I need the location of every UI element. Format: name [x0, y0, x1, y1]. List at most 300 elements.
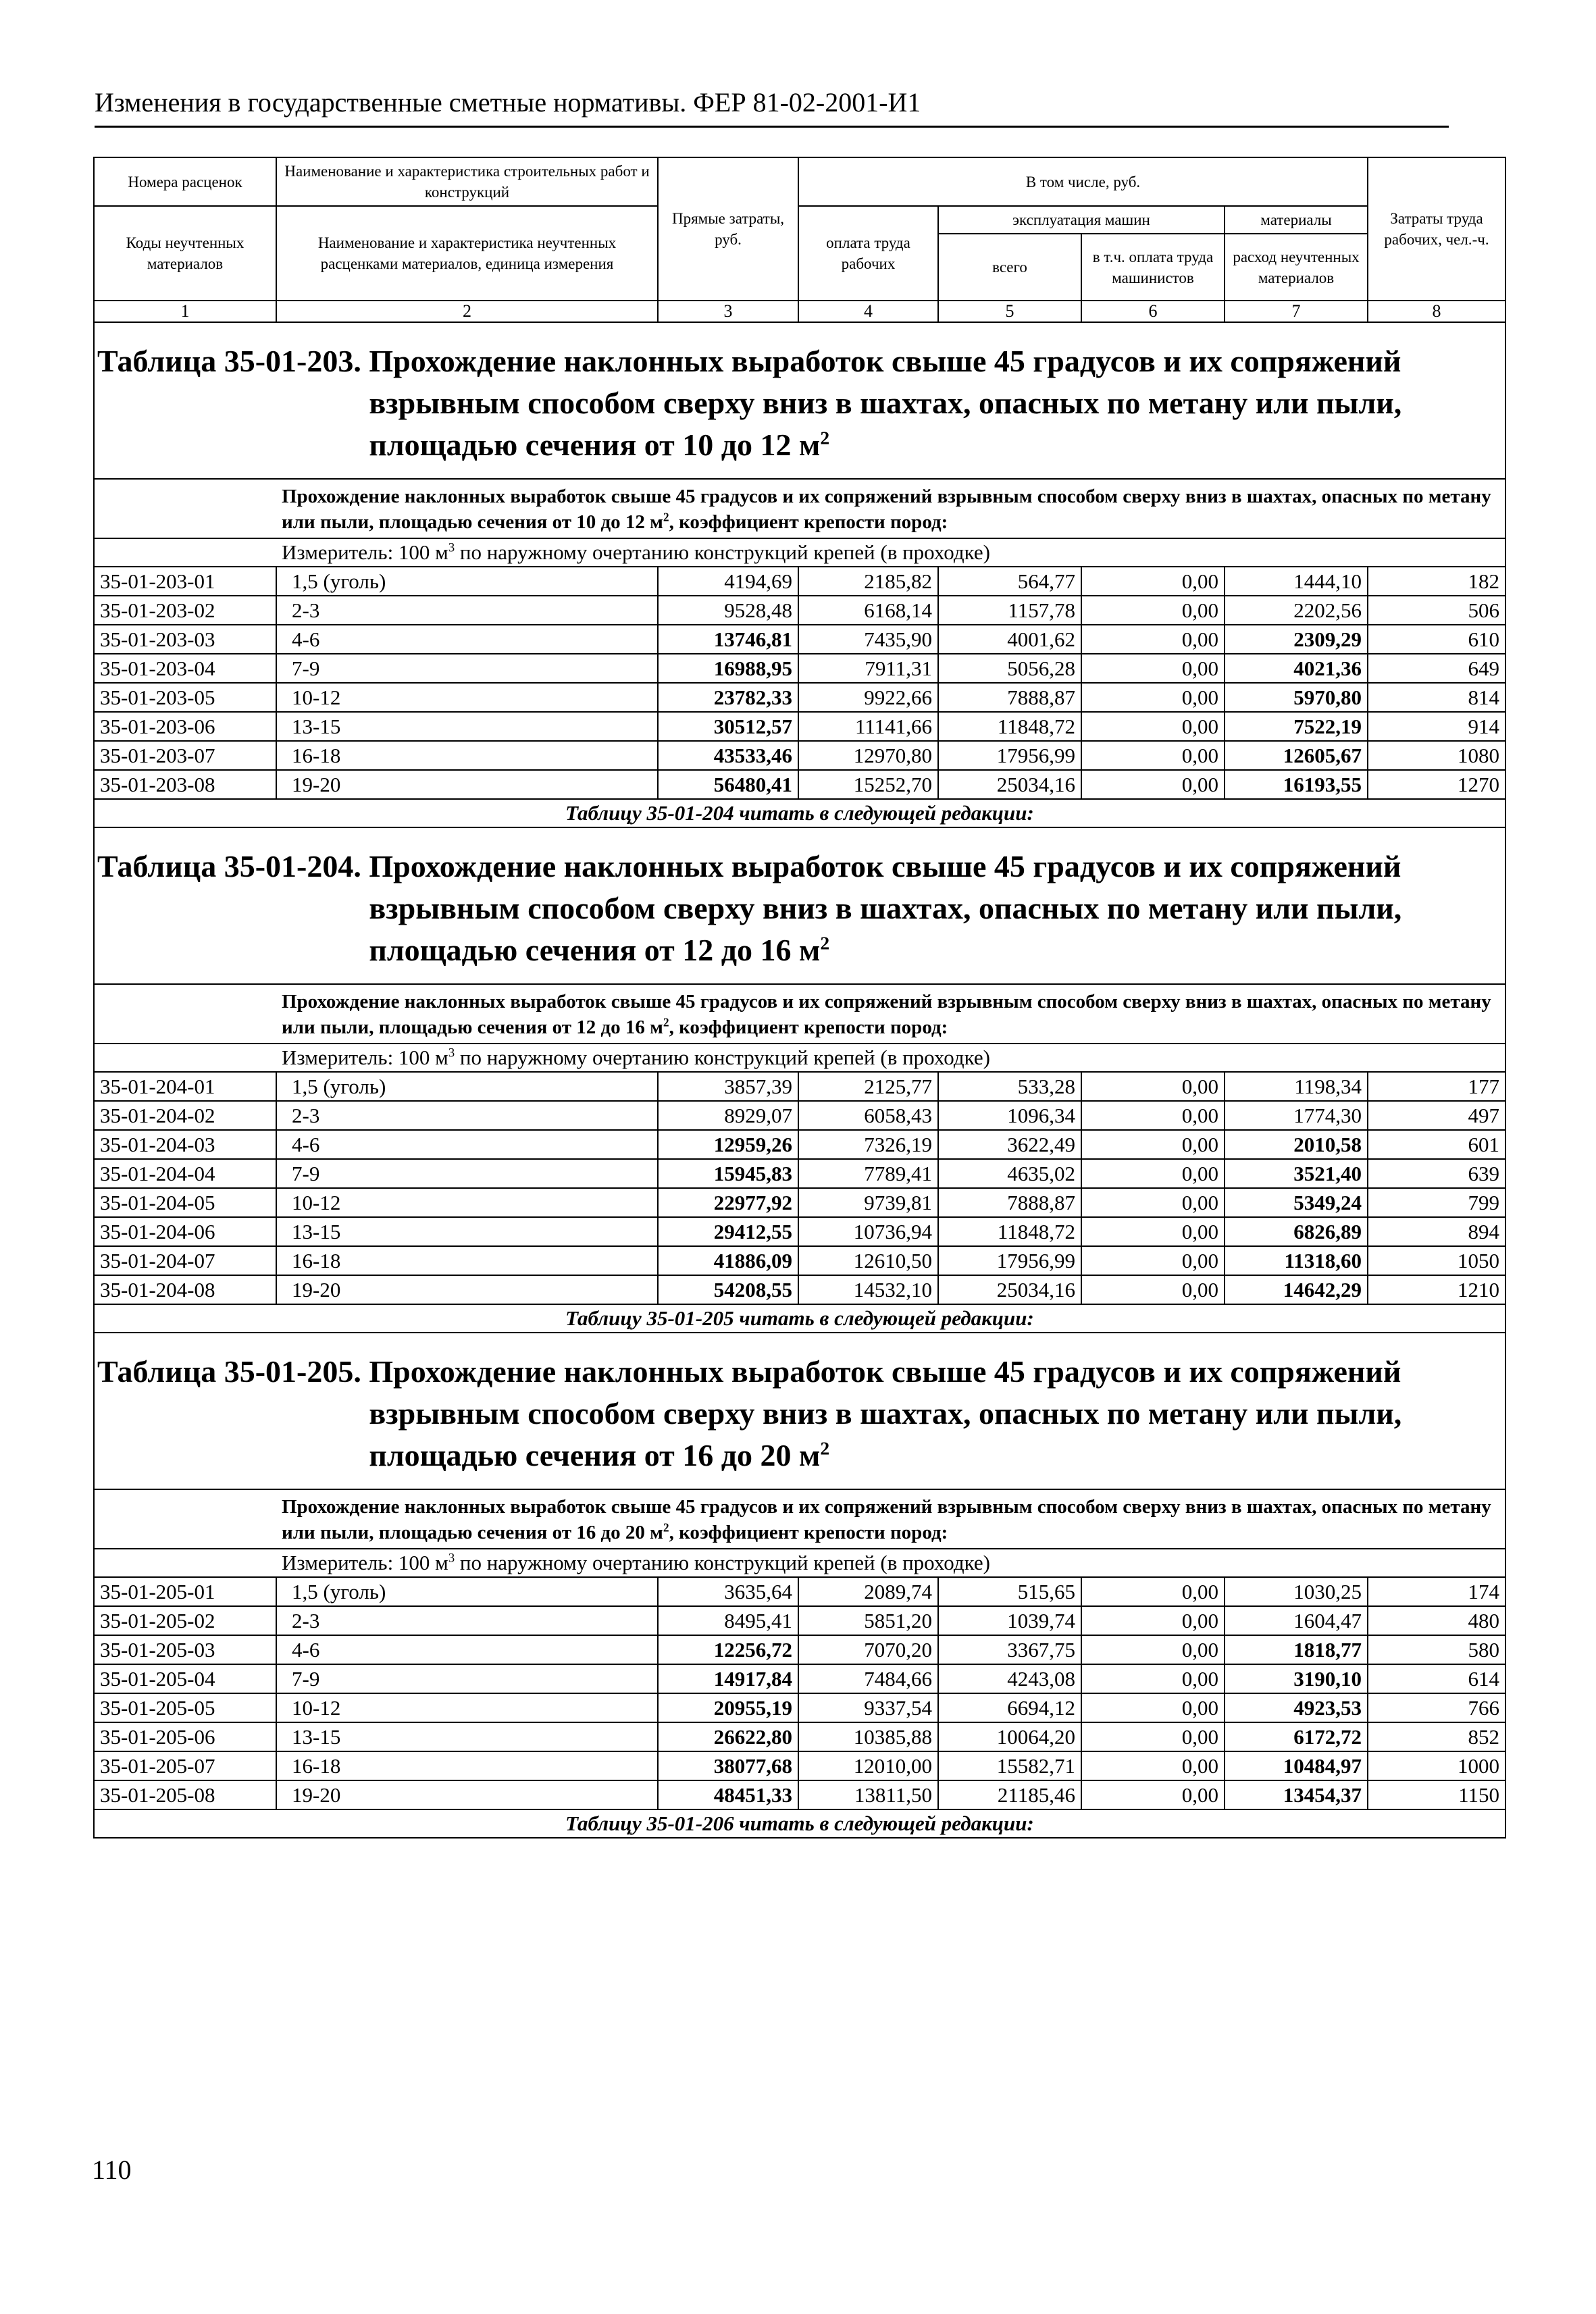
operator-pay: 0,00 — [1081, 596, 1225, 625]
table-row — [94, 1101, 1505, 1130]
operator-pay: 0,00 — [1081, 625, 1225, 654]
worker-pay: 7789,41 — [798, 1159, 938, 1188]
measure-row — [94, 538, 1505, 567]
header-material-name: Наименование и характеристика неучтенных расценками материалов, единица измерения — [276, 206, 658, 301]
superscript: 2 — [663, 510, 669, 524]
description-text: Прохождение наклонных выработок свыше 45 градусов и их сопряжений взрывным способом сверху вниз в шахтах, опасных по метану или пыли, площадью сечения от 10 до 12 м — [282, 486, 1491, 533]
table-title-row — [94, 322, 1505, 479]
machines-total: 533,28 — [938, 1072, 1081, 1101]
machines-total: 3367,75 — [938, 1635, 1081, 1664]
material-consumption: 5970,80 — [1225, 683, 1368, 712]
header-row-1 — [94, 157, 1505, 206]
direct-costs: 8929,07 — [658, 1101, 798, 1130]
header-labor-hours: Затраты труда рабочих, чел.-ч. — [1368, 157, 1505, 301]
superscript: 3 — [448, 1551, 455, 1566]
rate-code: 35-01-205-04 — [94, 1664, 276, 1693]
labor-hours: 497 — [1368, 1101, 1505, 1130]
operator-pay: 0,00 — [1081, 1072, 1225, 1101]
description-tail: , коэффициент крепости пород: — [669, 511, 948, 533]
header-row-2 — [94, 206, 1505, 234]
work-characteristic: 13-15 — [276, 712, 658, 741]
machines-total: 3622,49 — [938, 1130, 1081, 1159]
measure-text: Измеритель: 100 м — [282, 1046, 448, 1069]
direct-costs: 54208,55 — [658, 1275, 798, 1304]
operator-pay: 0,00 — [1081, 1780, 1225, 1809]
machines-total: 25034,16 — [938, 770, 1081, 799]
table-title-text: Прохождение наклонных выработок свыше 45 градусов и их сопряжений взрывным способом сверху вниз в шахтах, опасных по метану или пыли, площадью сечения от 12 до 16 м — [369, 849, 1402, 967]
rate-code: 35-01-205-05 — [94, 1693, 276, 1722]
material-consumption: 16193,55 — [1225, 770, 1368, 799]
worker-pay: 7484,66 — [798, 1664, 938, 1693]
measure-unit — [276, 1044, 1505, 1072]
table-title-text: Прохождение наклонных выработок свыше 45 градусов и их сопряжений взрывным способом сверху вниз в шахтах, опасных по метану или пыли, площадью сечения от 10 до 12 м — [369, 344, 1402, 462]
worker-pay: 7911,31 — [798, 654, 938, 683]
direct-costs: 38077,68 — [658, 1751, 798, 1780]
table-description — [276, 984, 1505, 1044]
operator-pay: 0,00 — [1081, 741, 1225, 770]
operator-pay: 0,00 — [1081, 683, 1225, 712]
material-consumption: 3190,10 — [1225, 1664, 1368, 1693]
labor-hours: 480 — [1368, 1606, 1505, 1635]
superscript: 2 — [663, 1015, 669, 1029]
column-number: 7 — [1225, 301, 1368, 322]
work-characteristic: 7-9 — [276, 654, 658, 683]
labor-hours: 506 — [1368, 596, 1505, 625]
header-rate-numbers: Номера расценок — [94, 157, 276, 206]
table-row — [94, 625, 1505, 654]
measure-tail: по наружному очертанию конструкций крепей (в проходке) — [455, 1046, 990, 1069]
column-number: 1 — [94, 301, 276, 322]
table-row — [94, 1246, 1505, 1275]
labor-hours: 1210 — [1368, 1275, 1505, 1304]
description-text: Прохождение наклонных выработок свыше 45 градусов и их сопряжений взрывным способом сверху вниз в шахтах, опасных по метану или пыли, площадью сечения от 16 до 20 м — [282, 1496, 1491, 1543]
column-number: 2 — [276, 301, 658, 322]
labor-hours: 894 — [1368, 1217, 1505, 1246]
work-characteristic: 1,5 (уголь) — [276, 567, 658, 596]
operator-pay: 0,00 — [1081, 1693, 1225, 1722]
direct-costs: 9528,48 — [658, 596, 798, 625]
table-number: Таблица 35-01-203. — [97, 344, 361, 378]
machines-total: 564,77 — [938, 567, 1081, 596]
labor-hours: 766 — [1368, 1693, 1505, 1722]
work-characteristic: 7-9 — [276, 1159, 658, 1188]
machines-total: 11848,72 — [938, 1217, 1081, 1246]
labor-hours: 1000 — [1368, 1751, 1505, 1780]
direct-costs: 22977,92 — [658, 1188, 798, 1217]
operator-pay: 0,00 — [1081, 1159, 1225, 1188]
worker-pay: 2125,77 — [798, 1072, 938, 1101]
work-characteristic: 7-9 — [276, 1664, 658, 1693]
rate-code: 35-01-204-04 — [94, 1159, 276, 1188]
work-characteristic: 16-18 — [276, 1751, 658, 1780]
empty-cell — [94, 1044, 276, 1072]
table-row — [94, 567, 1505, 596]
operator-pay: 0,00 — [1081, 770, 1225, 799]
work-characteristic: 19-20 — [276, 770, 658, 799]
rate-code: 35-01-204-07 — [94, 1246, 276, 1275]
superscript: 3 — [448, 540, 455, 555]
page-header: Изменения в государственные сметные нормативы. ФЕР 81-02-2001-И1 — [95, 85, 1449, 128]
machines-total: 4243,08 — [938, 1664, 1081, 1693]
labor-hours: 914 — [1368, 712, 1505, 741]
work-characteristic: 10-12 — [276, 1188, 658, 1217]
worker-pay: 9739,81 — [798, 1188, 938, 1217]
machines-total: 1039,74 — [938, 1606, 1081, 1635]
operator-pay: 0,00 — [1081, 712, 1225, 741]
direct-costs: 30512,57 — [658, 712, 798, 741]
table-row — [94, 1275, 1505, 1304]
direct-costs: 16988,95 — [658, 654, 798, 683]
empty-cell — [94, 984, 276, 1044]
work-characteristic: 2-3 — [276, 596, 658, 625]
header-direct-costs: Прямые затраты, руб. — [658, 157, 798, 301]
header-including: В том числе, руб. — [798, 157, 1368, 206]
table-row — [94, 1217, 1505, 1246]
table-row — [94, 1664, 1505, 1693]
operator-pay: 0,00 — [1081, 1722, 1225, 1751]
rate-code: 35-01-204-08 — [94, 1275, 276, 1304]
worker-pay: 13811,50 — [798, 1780, 938, 1809]
operator-pay: 0,00 — [1081, 1664, 1225, 1693]
superscript: 2 — [820, 427, 830, 448]
direct-costs: 43533,46 — [658, 741, 798, 770]
worker-pay: 14532,10 — [798, 1275, 938, 1304]
table-number: Таблица 35-01-204. — [97, 849, 361, 883]
material-consumption: 6172,72 — [1225, 1722, 1368, 1751]
machines-total: 4635,02 — [938, 1159, 1081, 1188]
labor-hours: 601 — [1368, 1130, 1505, 1159]
rate-code: 35-01-203-05 — [94, 683, 276, 712]
machines-total: 15582,71 — [938, 1751, 1081, 1780]
work-characteristic: 2-3 — [276, 1101, 658, 1130]
table-title — [94, 1333, 1505, 1489]
worker-pay: 7435,90 — [798, 625, 938, 654]
machines-total: 4001,62 — [938, 625, 1081, 654]
work-characteristic: 4-6 — [276, 1635, 658, 1664]
direct-costs: 20955,19 — [658, 1693, 798, 1722]
table-row — [94, 596, 1505, 625]
table-title-row — [94, 827, 1505, 984]
rate-code: 35-01-205-03 — [94, 1635, 276, 1664]
worker-pay: 10385,88 — [798, 1722, 938, 1751]
header-work-name: Наименование и характеристика строительных работ и конструкций — [276, 157, 658, 206]
material-consumption: 10484,97 — [1225, 1751, 1368, 1780]
direct-costs: 29412,55 — [658, 1217, 798, 1246]
machines-total: 21185,46 — [938, 1780, 1081, 1809]
worker-pay: 9337,54 — [798, 1693, 938, 1722]
table-row — [94, 1780, 1505, 1809]
table-row — [94, 712, 1505, 741]
labor-hours: 814 — [1368, 683, 1505, 712]
direct-costs: 56480,41 — [658, 770, 798, 799]
table-title — [94, 322, 1505, 479]
rate-code: 35-01-204-03 — [94, 1130, 276, 1159]
work-characteristic: 16-18 — [276, 741, 658, 770]
rate-code: 35-01-205-02 — [94, 1606, 276, 1635]
machines-total: 10064,20 — [938, 1722, 1081, 1751]
worker-pay: 12610,50 — [798, 1246, 938, 1275]
work-characteristic: 13-15 — [276, 1722, 658, 1751]
labor-hours: 580 — [1368, 1635, 1505, 1664]
direct-costs: 13746,81 — [658, 625, 798, 654]
direct-costs: 15945,83 — [658, 1159, 798, 1188]
operator-pay: 0,00 — [1081, 654, 1225, 683]
direct-costs: 26622,80 — [658, 1722, 798, 1751]
direct-costs: 3635,64 — [658, 1577, 798, 1606]
redaction-note: Таблицу 35-01-204 читать в следующей редакции: — [94, 799, 1505, 827]
direct-costs: 12959,26 — [658, 1130, 798, 1159]
table-row — [94, 683, 1505, 712]
work-characteristic: 10-12 — [276, 1693, 658, 1722]
description-tail: , коэффициент крепости пород: — [669, 1017, 948, 1038]
machines-total: 11848,72 — [938, 712, 1081, 741]
work-characteristic: 13-15 — [276, 1217, 658, 1246]
superscript: 3 — [448, 1046, 455, 1060]
measure-unit — [276, 1549, 1505, 1577]
table-description-row — [94, 984, 1505, 1044]
material-consumption: 1818,77 — [1225, 1635, 1368, 1664]
machines-total: 6694,12 — [938, 1693, 1081, 1722]
worker-pay: 12970,80 — [798, 741, 938, 770]
machines-total: 7888,87 — [938, 683, 1081, 712]
direct-costs: 3857,39 — [658, 1072, 798, 1101]
column-number: 4 — [798, 301, 938, 322]
table-row — [94, 654, 1505, 683]
direct-costs: 23782,33 — [658, 683, 798, 712]
worker-pay: 9922,66 — [798, 683, 938, 712]
machines-total: 17956,99 — [938, 1246, 1081, 1275]
machines-total: 1157,78 — [938, 596, 1081, 625]
rate-code: 35-01-205-08 — [94, 1780, 276, 1809]
table-row — [94, 1606, 1505, 1635]
labor-hours: 174 — [1368, 1577, 1505, 1606]
column-number: 6 — [1081, 301, 1225, 322]
operator-pay: 0,00 — [1081, 1188, 1225, 1217]
labor-hours: 1080 — [1368, 741, 1505, 770]
material-consumption: 14642,29 — [1225, 1275, 1368, 1304]
measure-row — [94, 1044, 1505, 1072]
material-consumption: 6826,89 — [1225, 1217, 1368, 1246]
material-consumption: 1198,34 — [1225, 1072, 1368, 1101]
material-consumption: 2202,56 — [1225, 596, 1368, 625]
work-characteristic: 10-12 — [276, 683, 658, 712]
material-consumption: 5349,24 — [1225, 1188, 1368, 1217]
work-characteristic: 4-6 — [276, 1130, 658, 1159]
material-consumption: 4021,36 — [1225, 654, 1368, 683]
measure-row — [94, 1549, 1505, 1577]
table-title-text: Прохождение наклонных выработок свыше 45 градусов и их сопряжений взрывным способом сверху вниз в шахтах, опасных по метану или пыли, площадью сечения от 16 до 20 м — [369, 1354, 1402, 1472]
machines-total: 515,65 — [938, 1577, 1081, 1606]
rate-code: 35-01-204-05 — [94, 1188, 276, 1217]
labor-hours: 1270 — [1368, 770, 1505, 799]
worker-pay: 2185,82 — [798, 567, 938, 596]
material-consumption: 1604,47 — [1225, 1606, 1368, 1635]
direct-costs: 41886,09 — [658, 1246, 798, 1275]
table-row — [94, 770, 1505, 799]
table-row — [94, 1130, 1505, 1159]
header-material-codes: Коды неучтенных материалов — [94, 206, 276, 301]
worker-pay: 6168,14 — [798, 596, 938, 625]
machines-total: 17956,99 — [938, 741, 1081, 770]
measure-text: Измеритель: 100 м — [282, 1551, 448, 1574]
worker-pay: 12010,00 — [798, 1751, 938, 1780]
operator-pay: 0,00 — [1081, 1101, 1225, 1130]
table-row — [94, 1188, 1505, 1217]
header-operator-pay: в т.ч. оплата труда машинистов — [1081, 234, 1225, 301]
table-number: Таблица 35-01-205. — [97, 1354, 361, 1389]
rate-code: 35-01-205-01 — [94, 1577, 276, 1606]
work-characteristic: 16-18 — [276, 1246, 658, 1275]
page-number: 110 — [92, 2155, 132, 2185]
rate-code: 35-01-205-07 — [94, 1751, 276, 1780]
measure-unit — [276, 538, 1505, 567]
work-characteristic: 4-6 — [276, 625, 658, 654]
labor-hours: 610 — [1368, 625, 1505, 654]
column-number-row — [94, 301, 1505, 322]
measure-text: Измеритель: 100 м — [282, 540, 448, 564]
operator-pay: 0,00 — [1081, 1130, 1225, 1159]
description-tail: , коэффициент крепости пород: — [669, 1522, 948, 1543]
table-row — [94, 1722, 1505, 1751]
worker-pay: 7326,19 — [798, 1130, 938, 1159]
worker-pay: 2089,74 — [798, 1577, 938, 1606]
material-consumption: 2010,58 — [1225, 1130, 1368, 1159]
table-row — [94, 1635, 1505, 1664]
direct-costs: 4194,69 — [658, 567, 798, 596]
table-row — [94, 1751, 1505, 1780]
header-material-consumption: расход неучтенных материалов — [1225, 234, 1368, 301]
rate-code: 35-01-203-03 — [94, 625, 276, 654]
superscript: 2 — [663, 1520, 669, 1535]
operator-pay: 0,00 — [1081, 567, 1225, 596]
rate-code: 35-01-203-04 — [94, 654, 276, 683]
measure-tail: по наружному очертанию конструкций крепей (в проходке) — [455, 1551, 990, 1574]
direct-costs: 48451,33 — [658, 1780, 798, 1809]
header-machine-operation: эксплуатация машин — [938, 206, 1225, 234]
rate-code: 35-01-204-06 — [94, 1217, 276, 1246]
labor-hours: 177 — [1368, 1072, 1505, 1101]
operator-pay: 0,00 — [1081, 1635, 1225, 1664]
work-characteristic: 1,5 (уголь) — [276, 1577, 658, 1606]
labor-hours: 799 — [1368, 1188, 1505, 1217]
column-number: 5 — [938, 301, 1081, 322]
worker-pay: 11141,66 — [798, 712, 938, 741]
table-row — [94, 1577, 1505, 1606]
rate-code: 35-01-203-08 — [94, 770, 276, 799]
empty-cell — [94, 1549, 276, 1577]
table-description — [276, 1489, 1505, 1549]
norms-table — [93, 157, 1506, 1839]
redaction-note-row — [94, 799, 1505, 827]
superscript: 2 — [820, 932, 830, 954]
material-consumption: 11318,60 — [1225, 1246, 1368, 1275]
material-consumption: 4923,53 — [1225, 1693, 1368, 1722]
operator-pay: 0,00 — [1081, 1246, 1225, 1275]
machines-total: 25034,16 — [938, 1275, 1081, 1304]
table-title — [94, 827, 1505, 984]
work-characteristic: 1,5 (уголь) — [276, 1072, 658, 1101]
description-text: Прохождение наклонных выработок свыше 45 градусов и их сопряжений взрывным способом сверху вниз в шахтах, опасных по метану или пыли, площадью сечения от 12 до 16 м — [282, 991, 1491, 1038]
column-number: 3 — [658, 301, 798, 322]
worker-pay: 6058,43 — [798, 1101, 938, 1130]
work-characteristic: 2-3 — [276, 1606, 658, 1635]
machines-total: 5056,28 — [938, 654, 1081, 683]
material-consumption: 1444,10 — [1225, 567, 1368, 596]
rate-code: 35-01-204-01 — [94, 1072, 276, 1101]
worker-pay: 5851,20 — [798, 1606, 938, 1635]
redaction-note-row — [94, 1809, 1505, 1838]
labor-hours: 1150 — [1368, 1780, 1505, 1809]
work-characteristic: 19-20 — [276, 1780, 658, 1809]
rate-code: 35-01-203-02 — [94, 596, 276, 625]
redaction-note: Таблицу 35-01-206 читать в следующей редакции: — [94, 1809, 1505, 1838]
machines-total: 1096,34 — [938, 1101, 1081, 1130]
material-consumption: 3521,40 — [1225, 1159, 1368, 1188]
material-consumption: 2309,29 — [1225, 625, 1368, 654]
rate-code: 35-01-203-06 — [94, 712, 276, 741]
table-description — [276, 479, 1505, 538]
material-consumption: 1030,25 — [1225, 1577, 1368, 1606]
operator-pay: 0,00 — [1081, 1606, 1225, 1635]
operator-pay: 0,00 — [1081, 1217, 1225, 1246]
work-characteristic: 19-20 — [276, 1275, 658, 1304]
header-worker-pay: оплата труда рабочих — [798, 206, 938, 301]
material-consumption: 13454,37 — [1225, 1780, 1368, 1809]
labor-hours: 182 — [1368, 567, 1505, 596]
rate-code: 35-01-203-01 — [94, 567, 276, 596]
rate-code: 35-01-205-06 — [94, 1722, 276, 1751]
redaction-note-row — [94, 1304, 1505, 1333]
table-row — [94, 1693, 1505, 1722]
material-consumption: 1774,30 — [1225, 1101, 1368, 1130]
labor-hours: 1050 — [1368, 1246, 1505, 1275]
worker-pay: 7070,20 — [798, 1635, 938, 1664]
direct-costs: 14917,84 — [658, 1664, 798, 1693]
labor-hours: 614 — [1368, 1664, 1505, 1693]
direct-costs: 8495,41 — [658, 1606, 798, 1635]
labor-hours: 639 — [1368, 1159, 1505, 1188]
empty-cell — [94, 479, 276, 538]
rate-code: 35-01-203-07 — [94, 741, 276, 770]
worker-pay: 15252,70 — [798, 770, 938, 799]
machines-total: 7888,87 — [938, 1188, 1081, 1217]
labor-hours: 649 — [1368, 654, 1505, 683]
header-machines-total: всего — [938, 234, 1081, 301]
column-number: 8 — [1368, 301, 1505, 322]
empty-cell — [94, 538, 276, 567]
worker-pay: 10736,94 — [798, 1217, 938, 1246]
table-description-row — [94, 1489, 1505, 1549]
table-row — [94, 1072, 1505, 1101]
table-description-row — [94, 479, 1505, 538]
labor-hours: 852 — [1368, 1722, 1505, 1751]
table-title-row — [94, 1333, 1505, 1489]
operator-pay: 0,00 — [1081, 1577, 1225, 1606]
redaction-note: Таблицу 35-01-205 читать в следующей редакции: — [94, 1304, 1505, 1333]
operator-pay: 0,00 — [1081, 1751, 1225, 1780]
table-row — [94, 741, 1505, 770]
empty-cell — [94, 1489, 276, 1549]
table-row — [94, 1159, 1505, 1188]
material-consumption: 7522,19 — [1225, 712, 1368, 741]
material-consumption: 12605,67 — [1225, 741, 1368, 770]
operator-pay: 0,00 — [1081, 1275, 1225, 1304]
rate-code: 35-01-204-02 — [94, 1101, 276, 1130]
superscript: 2 — [820, 1437, 830, 1459]
measure-tail: по наружному очертанию конструкций крепей (в проходке) — [455, 540, 990, 564]
header-materials: материалы — [1225, 206, 1368, 234]
direct-costs: 12256,72 — [658, 1635, 798, 1664]
